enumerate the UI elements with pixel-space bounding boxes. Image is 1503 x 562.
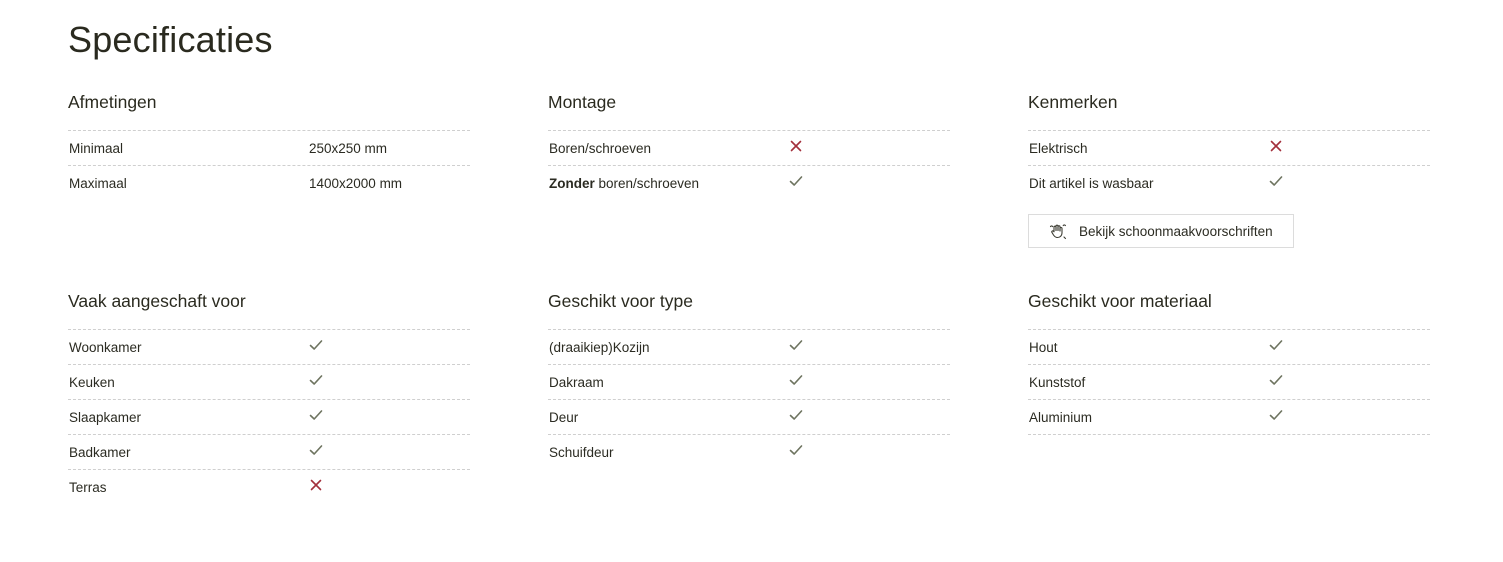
section-title: Afmetingen [68,92,157,112]
spec-row-hout [1028,330,1430,365]
spec-row-kunststof [1028,365,1430,400]
section-montage [548,88,950,201]
page-title: Specificaties [68,19,273,60]
spec-status [309,444,470,461]
spec-status [1269,175,1430,192]
spec-row-minimaal [68,131,470,166]
spec-label: Deur [549,409,579,425]
spec-row-woonkamer [68,330,470,365]
spec-status [309,479,470,496]
check-icon [1269,174,1283,188]
spec-row-maximaal [68,166,470,201]
spec-label: Aluminium [1029,409,1093,425]
spec-label: Maximaal [69,176,127,191]
spec-table [68,130,470,201]
check-icon [789,338,803,352]
spec-label: Slaapkamer [69,409,142,425]
check-icon [789,174,803,188]
spec-label: (draaikiep)Kozijn [549,339,650,355]
section-title: Montage [548,92,617,112]
spec-row-elektrisch [1028,131,1430,166]
spec-label: Terras [69,480,107,495]
spec-status [789,339,950,356]
spec-row-keuken [68,365,470,400]
spec-row-dakraam [548,365,950,400]
cleaning-instructions-label: Bekijk schoonmaakvoorschriften [1079,223,1273,239]
section-afmetingen [68,88,470,201]
section-title: Vaak aangeschaft voor [68,291,246,311]
check-icon [789,373,803,387]
spec-table [548,329,950,470]
spec-status [789,444,950,461]
spec-label-bold: Zonder [549,176,595,191]
section-geschikt-type [548,287,950,470]
spec-label: Schuifdeur [549,445,614,460]
spec-status [789,409,950,426]
spec-row-terras [68,470,470,505]
spec-status [1269,374,1430,391]
spec-label: Boren/schroeven [549,140,652,156]
spec-value: 250x250 mm [309,140,388,156]
spec-label-rest: boren/schroeven [594,176,700,191]
section-geschikt-materiaal [1028,287,1430,435]
check-icon [1269,373,1283,387]
spec-label: Dit artikel is wasbaar [1029,176,1154,191]
spec-label: Hout [1029,339,1058,355]
spec-value: 1400x2000 mm [309,176,403,191]
cross-icon [309,478,323,492]
spec-row-kozijn [548,330,950,365]
section-title: Geschikt voor materiaal [1028,291,1212,311]
spec-row-zonder-boren [548,166,950,201]
check-icon [1269,338,1283,352]
spec-status [309,409,470,426]
spec-row-slaapkamer [68,400,470,435]
spec-label: Woonkamer [69,339,142,355]
spec-status [1269,339,1430,356]
spec-row-boren [548,131,950,166]
spec-label: Elektrisch [1029,140,1088,156]
check-icon [789,443,803,457]
spec-status [1269,409,1430,426]
spec-label [548,176,789,191]
spec-status [789,140,950,157]
check-icon [789,408,803,422]
spec-label: Keuken [69,374,115,390]
spec-label: Kunststof [1029,374,1086,390]
spec-status [309,339,470,356]
check-icon [1269,408,1283,422]
section-title: Geschikt voor type [548,291,693,311]
cleaning-instructions-button[interactable] [1028,214,1294,248]
spec-row-aluminium [1028,400,1430,435]
check-icon [309,338,323,352]
spec-label: Badkamer [69,444,131,460]
spec-row-wasbaar [1028,166,1430,201]
spec-status [309,374,470,391]
spec-row-deur [548,400,950,435]
spec-table [548,130,950,201]
cross-icon [789,139,803,153]
spec-table [68,329,470,505]
check-icon [309,443,323,457]
check-icon [309,408,323,422]
check-icon [309,373,323,387]
section-kenmerken [1028,88,1430,248]
spec-table [1028,329,1430,435]
spec-table [1028,130,1430,201]
section-vaak-aangeschaft [68,287,470,505]
spec-row-schuifdeur [548,435,950,470]
spec-status [789,175,950,192]
spec-status [1269,140,1430,157]
spec-row-badkamer [68,435,470,470]
cross-icon [1269,139,1283,153]
spec-status [789,374,950,391]
hand-wash-icon [1049,222,1067,240]
section-title: Kenmerken [1028,92,1118,112]
spec-label: Minimaal [69,140,124,156]
spec-label: Dakraam [549,374,604,390]
